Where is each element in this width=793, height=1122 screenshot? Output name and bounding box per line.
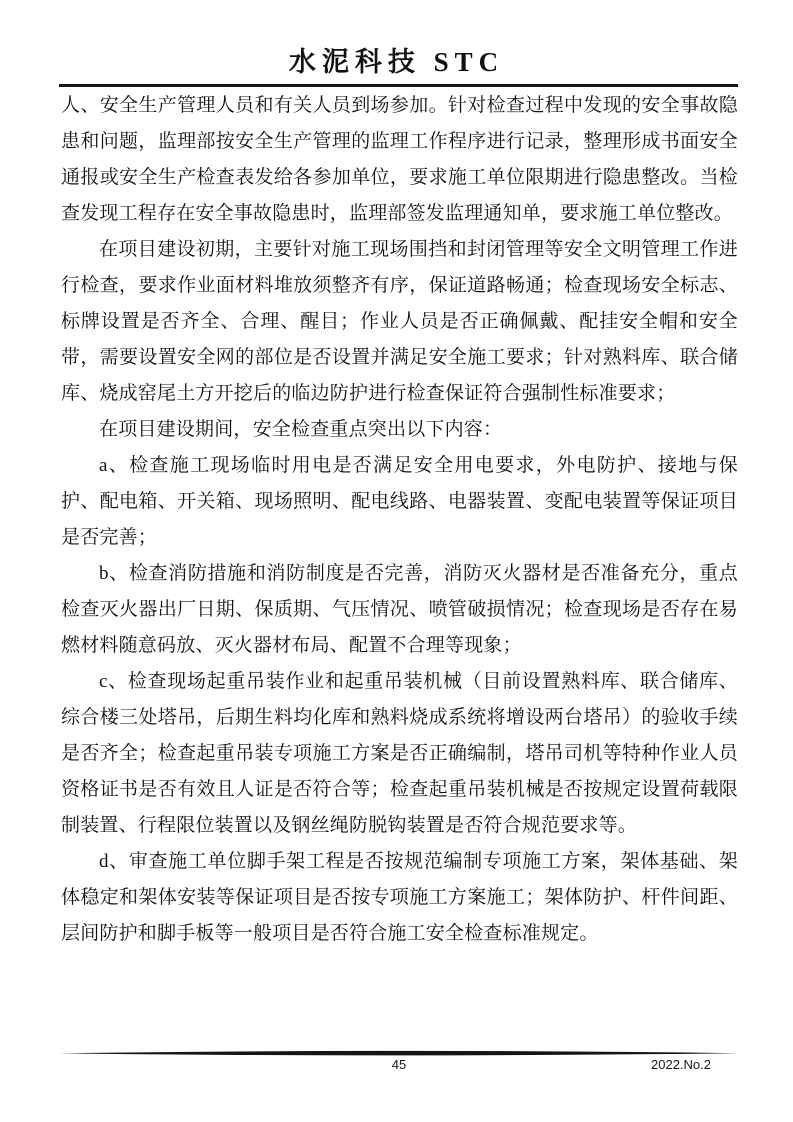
footer-divider [59, 1050, 738, 1057]
page-number: 45 [391, 1057, 407, 1072]
body-paragraph: a、检查施工现场临时用电是否满足安全用电要求，外电防护、接地与保护、配电箱、开关箱、现场照明、配电线路、电器装置、变配电装置等保证项目是否完善； [61, 455, 738, 548]
body-paragraph: b、检查消防措施和消防制度是否完善，消防灭火器材是否准备充分，重点检查灭火器出厂日期、保质期、气压情况、喷管破损情况；检查现场是否存在易燃材料随意码放、灭火器材布局、配置不合理等现象； [61, 563, 738, 656]
body-paragraph: 人、安全生产管理人员和有关人员到场参加。针对检查过程中发现的安全事故隐患和问题，监理部按安全生产管理的监理工作程序进行记录，整理形成书面安全通报或安全生产检查表发给各参加单位，要求施工单位限期进行隐患整改。当检查发现工程存在安全事故隐患时，监理部签发监理通知单，要求施工单位整改。 [61, 95, 738, 224]
article-body [61, 88, 738, 952]
body-paragraph: d、审查施工单位脚手架工程是否按规范编制专项施工方案，架体基础、架体稳定和架体安装等保证项目是否按专项施工方案施工；架体防护、杆件间距、层间防护和脚手板等一般项目是否符合施工安全检查标准规定。 [61, 851, 738, 944]
body-paragraph: 在项目建设初期，主要针对施工现场围挡和封闭管理等安全文明管理工作进行检查，要求作业面材料堆放须整齐有序，保证道路畅通；检查现场安全标志、标牌设置是否齐全、合理、醒目；作业人员是否正确佩戴、配挂安全帽和安全带，需要设置安全网的部位是否设置并满足安全施工要求；针对熟料库、联合储库、烧成窑尾土方开挖后的临边防护进行检查保证符合强制性标准要求； [61, 239, 738, 404]
issue-label: 2022.No.2 [651, 1057, 711, 1072]
page-footer [60, 1057, 738, 1077]
journal-title: 水泥科技 STC [288, 47, 505, 77]
body-paragraph: c、检查现场起重吊装作业和起重吊装机械（目前设置熟料库、联合储库、综合楼三处塔吊，后期生料均化库和熟料烧成系统将增设两台塔吊）的验收手续是否齐全；检查起重吊装专项施工方案是否正确编制，塔吊司机等特种作业人员资格证书是否有效且人证是否符合等；检查起重吊装机械是否按规定设置荷载限制装置、行程限位装置以及钢丝绳防脱钩装置是否符合规范要求等。 [61, 671, 738, 836]
body-paragraph: 在项目建设期间，安全检查重点突出以下内容： [99, 419, 503, 440]
header-divider [59, 84, 738, 87]
